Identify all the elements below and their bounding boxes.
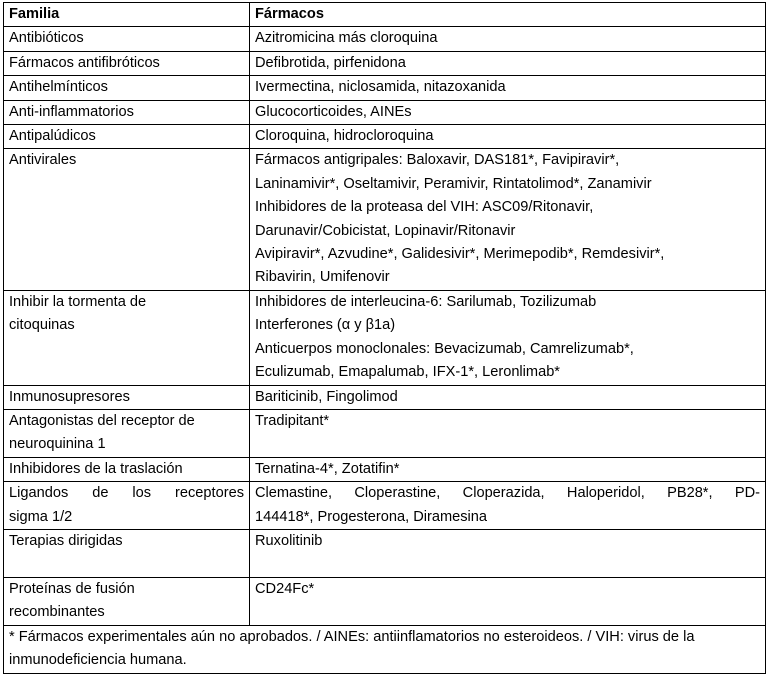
family-text: Antagonistas del receptor de [9,412,195,429]
family-text: Ligandos de los receptores [9,485,244,502]
drugs-cell [250,51,766,75]
drugs-text: Ternatina-4*, Zotatifin* [255,460,400,477]
drugs-text: Defibrotida, pirfenidona [255,54,406,71]
table-row [4,149,766,290]
drugs-text: Fármacos antigripales: Baloxavir, DAS181*, Favipiravir*, [255,152,620,169]
table-row [4,529,766,577]
table-header-row [4,3,766,27]
family-text: citoquinas [9,317,75,334]
drugs-text: Ruxolitinib [255,532,323,549]
drugs-text: Clemastine, Cloperastine, Cloperazida, Haloperidol, PB28*, PD- [255,485,760,502]
drugs-text: Darunavir/Cobicistat, Lopinavir/Ritonavir [255,222,516,239]
header-family: Familia [4,3,250,27]
family-cell [4,529,250,577]
header-drugs: Fármacos [250,3,766,27]
family-text: Antibióticos [9,30,84,47]
table-row [4,125,766,149]
drugs-cell [250,100,766,124]
table-row [4,409,766,457]
family-text: neuroquinina 1 [9,436,106,453]
family-cell [4,290,250,385]
table-row [4,385,766,409]
family-text: Antihelmínticos [9,79,108,96]
family-text: Anti-inflammatorios [9,103,134,120]
table-row [4,51,766,75]
family-cell [4,482,250,530]
drug-families-table [3,2,766,674]
drugs-text: Laninamivir*, Oseltamivir, Peramivir, Rintatolimod*, Zanamivir [255,175,652,192]
family-cell [4,27,250,51]
drugs-text: Cloroquina, hidrocloroquina [255,128,434,145]
family-text: Inmunosupresores [9,388,130,405]
table-row [4,290,766,385]
family-text: Antivirales [9,152,77,169]
family-text: recombinantes [9,604,105,621]
drugs-text: Glucocorticoides, AINEs [255,103,412,120]
drugs-text: CD24Fc* [255,580,315,597]
drugs-cell [250,409,766,457]
family-cell [4,409,250,457]
family-text: Terapias dirigidas [9,532,123,549]
drugs-text: Ribavirin, Umifenovir [255,269,390,286]
drugs-cell [250,290,766,385]
table-row [4,100,766,124]
family-cell [4,51,250,75]
family-text: Proteínas de fusión [9,580,135,597]
family-cell [4,385,250,409]
family-text: Inhibidores de la traslación [9,460,183,477]
table-row [4,577,766,625]
drugs-text: Inhibidores de interleucina-6: Sarilumab, Tozilizumab [255,293,597,310]
family-cell [4,149,250,290]
drugs-text: 144418*, Progesterona, Diramesina [255,508,488,525]
drugs-text: Interferones (α y β1a) [255,317,396,334]
family-text: sigma 1/2 [9,508,73,525]
drugs-text: Azitromicina más cloroquina [255,30,438,47]
drugs-cell [250,385,766,409]
drugs-cell [250,125,766,149]
family-cell [4,457,250,481]
family-text: Fármacos antifibróticos [9,54,160,71]
table-row [4,76,766,100]
table-row [4,27,766,51]
table-row [4,457,766,481]
drugs-cell [250,76,766,100]
drugs-text: Anticuerpos monoclonales: Bevacizumab, Camrelizumab*, [255,340,634,357]
drugs-text: Inhibidores de la proteasa del VIH: ASC09/Ritonavir, [255,199,594,216]
footnote-row [4,625,766,673]
family-cell [4,76,250,100]
family-text: Antipalúdicos [9,128,96,145]
drugs-cell [250,529,766,577]
drugs-text: Tradipitant* [255,412,330,429]
drugs-text: Eculizumab, Emapalumab, IFX-1*, Leronlimab* [255,364,560,381]
drugs-text: Ivermectina, niclosamida, nitazoxanida [255,79,506,96]
drugs-text: Bariticinib, Fingolimod [255,388,398,405]
drugs-cell [250,149,766,290]
drugs-text: Avipiravir*, Azvudine*, Galidesivir*, Merimepodib*, Remdesivir*, [255,246,665,263]
family-cell [4,125,250,149]
drugs-cell [250,457,766,481]
drugs-cell [250,482,766,530]
table-row [4,482,766,530]
drugs-cell [250,577,766,625]
footnote: * Fármacos experimentales aún no aprobados. / AINEs: antiinflamatorios no esteroideos. / VIH: virus de la inmunodeficiencia humana. [4,625,766,673]
family-cell [4,577,250,625]
family-text: Inhibir la tormenta de [9,293,147,310]
drugs-cell [250,27,766,51]
family-cell [4,100,250,124]
